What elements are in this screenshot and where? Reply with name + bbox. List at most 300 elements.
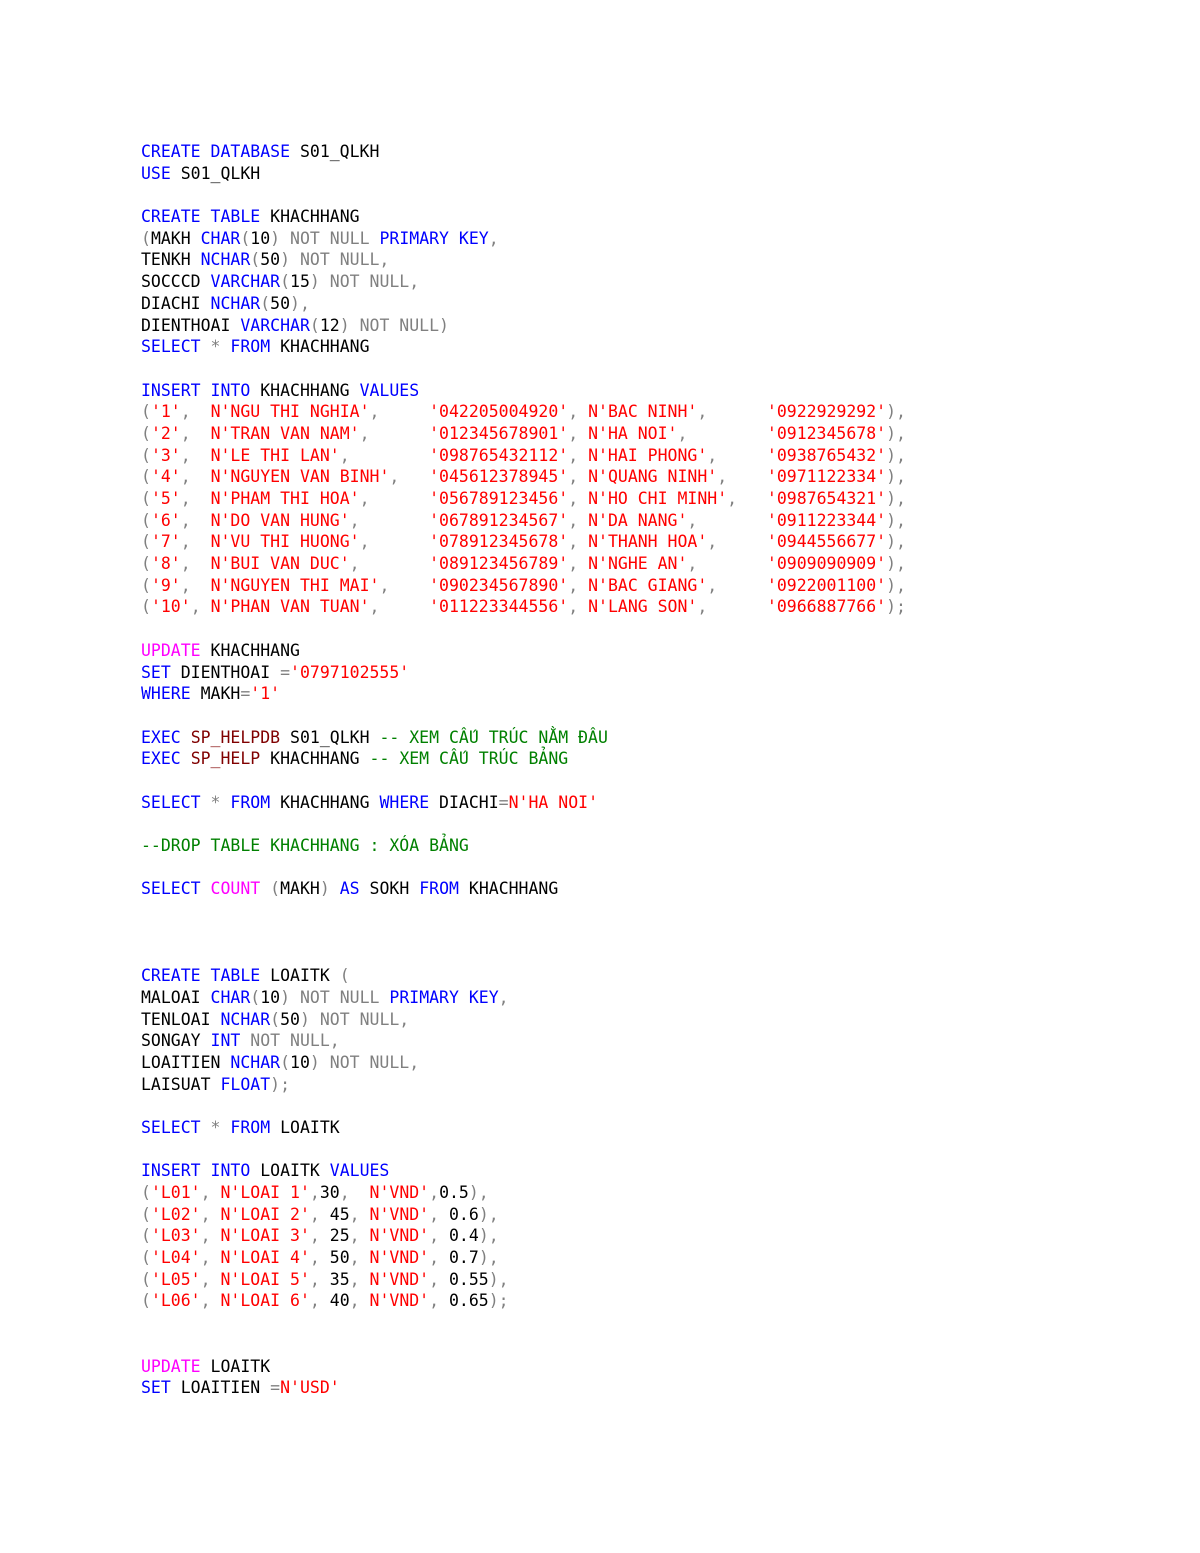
- code-token: NCHAR: [220, 1009, 271, 1029]
- code-token: ,: [200, 1204, 221, 1224]
- code-token: =: [270, 1378, 281, 1398]
- code-token: N'HAI PHONG': [588, 445, 708, 465]
- code-token: SOKH: [359, 879, 420, 899]
- blank-line: [141, 922, 906, 944]
- code-token: ,: [568, 532, 589, 552]
- code-token: S01_QLKH: [290, 142, 380, 161]
- code-token: (: [309, 315, 320, 335]
- code-token: ,: [309, 1269, 330, 1289]
- blank-line: [141, 358, 906, 380]
- code-token: -- XEM CẤU TRÚC NẰM ĐÂU: [379, 727, 608, 747]
- code-token: 12: [319, 315, 340, 335]
- code-token: ),: [290, 293, 310, 313]
- code-token: N'HA NOI': [508, 792, 599, 812]
- code-token: FROM: [230, 337, 271, 357]
- code-token: 25: [329, 1226, 350, 1246]
- code-token: SP_HELP: [190, 749, 261, 769]
- code-line: [141, 336, 906, 358]
- code-token: EXEC: [141, 727, 181, 747]
- code-line: [141, 466, 906, 488]
- code-line: [141, 380, 906, 402]
- code-token: ,: [389, 467, 430, 487]
- code-token: '0922001100': [766, 575, 887, 595]
- code-token: N'BAC GIANG': [588, 575, 708, 595]
- sql-code-document: [141, 141, 906, 1399]
- code-token: ): [319, 879, 340, 899]
- code-token: ,: [568, 467, 589, 487]
- code-token: (: [280, 272, 291, 292]
- blank-line: [141, 1095, 906, 1117]
- code-token: [201, 879, 211, 898]
- code-line: [141, 596, 906, 618]
- code-token: '5': [150, 489, 181, 508]
- code-line: [141, 1356, 906, 1378]
- code-line: [141, 1030, 906, 1052]
- code-token: ,: [180, 532, 211, 552]
- code-token: ),: [886, 532, 906, 552]
- code-token: SOCCCD: [141, 272, 211, 292]
- code-token: '0911223344': [766, 510, 887, 530]
- code-token: KHACHHANG: [260, 749, 370, 769]
- code-token: TENKH: [141, 250, 201, 270]
- code-token: N'USD': [280, 1378, 340, 1398]
- code-token: (: [141, 575, 151, 595]
- code-line: [141, 488, 906, 510]
- code-token: ,: [488, 228, 499, 248]
- code-token: SELECT: [141, 879, 201, 899]
- code-token: *: [200, 792, 231, 812]
- code-token: SET: [141, 1378, 171, 1398]
- code-token: 50: [329, 1248, 350, 1268]
- code-line: [141, 1269, 906, 1291]
- code-token: ,: [200, 1248, 221, 1268]
- code-token: 30: [319, 1183, 340, 1202]
- code-token: '0971122334': [766, 467, 887, 487]
- code-token: N'DO VAN HUNG': [210, 510, 350, 530]
- code-token: CREATE TABLE: [141, 207, 261, 227]
- blank-line: [141, 770, 906, 792]
- code-token: ) NOT NULL,: [309, 1052, 420, 1072]
- code-line: [141, 1182, 906, 1204]
- code-token: N'VND': [369, 1183, 430, 1202]
- code-token: '078912345678': [429, 532, 569, 552]
- code-line: [141, 1009, 906, 1031]
- code-token: 0.65: [449, 1291, 489, 1311]
- code-token: ,: [568, 575, 589, 595]
- code-token: NCHAR: [200, 250, 251, 270]
- code-token: ,: [687, 510, 767, 530]
- code-token: (: [141, 532, 151, 552]
- code-token: (: [141, 1183, 151, 1202]
- code-token: VALUES: [359, 380, 420, 400]
- code-token: N'PHAM THI HOA': [210, 489, 360, 508]
- code-token: '1': [250, 684, 281, 704]
- code-line: [141, 662, 906, 684]
- code-line: [141, 792, 906, 814]
- code-token: S01_QLKH: [280, 727, 380, 747]
- code-token: '9': [150, 575, 181, 595]
- code-token: N'BAC NINH': [588, 402, 698, 422]
- code-token: ) NOT NULL,: [309, 272, 420, 292]
- code-token: N'THANH HOA': [588, 532, 708, 552]
- code-token: ,: [349, 1204, 370, 1224]
- code-token: LOAITIEN: [141, 1052, 231, 1072]
- code-token: ,: [349, 510, 430, 530]
- blank-line: [141, 618, 906, 640]
- code-line: [141, 1160, 906, 1182]
- code-token: '098765432112': [429, 445, 569, 465]
- code-token: WHERE: [141, 684, 191, 704]
- code-token: N'VU THI HUONG': [210, 532, 360, 552]
- code-token: ,: [707, 445, 767, 465]
- code-token: TENLOAI: [141, 1009, 221, 1029]
- code-token: '4': [150, 467, 181, 487]
- code-token: *: [200, 1117, 231, 1137]
- code-token: ,: [568, 423, 589, 443]
- blank-line: [141, 813, 906, 835]
- code-line: [141, 1117, 906, 1139]
- code-token: FLOAT: [220, 1074, 271, 1094]
- code-token: ,: [568, 510, 589, 530]
- code-token: '0987654321': [766, 489, 887, 508]
- code-token: (: [260, 879, 281, 899]
- code-token: DIACHI: [429, 792, 499, 812]
- code-token: '3': [150, 445, 181, 465]
- code-line: [141, 423, 906, 445]
- code-token: LAISUAT: [141, 1074, 221, 1094]
- code-token: NOT NULL,: [240, 1031, 340, 1051]
- code-token: ,: [180, 445, 211, 465]
- code-token: ,: [309, 1204, 330, 1224]
- code-token: 0.5: [439, 1183, 469, 1202]
- code-token: (: [141, 423, 151, 443]
- code-token: *: [200, 337, 231, 357]
- code-line: [141, 1052, 906, 1074]
- code-token: CHAR: [200, 228, 241, 248]
- code-line: [141, 445, 906, 467]
- code-token: DIENTHOAI: [141, 315, 241, 335]
- code-line: [141, 206, 906, 228]
- code-token: ,: [429, 1183, 440, 1202]
- code-token: N'VND': [369, 1269, 430, 1289]
- code-token: EXEC: [141, 749, 181, 769]
- code-token: KHACHHANG: [270, 337, 370, 357]
- code-token: S01_QLKH: [170, 163, 261, 183]
- code-token: ,: [379, 575, 430, 595]
- code-token: 'L02': [150, 1204, 201, 1224]
- code-token: ,: [369, 402, 430, 422]
- code-token: ,: [429, 1291, 449, 1311]
- code-line: [141, 727, 906, 749]
- code-token: LOAITK: [260, 966, 340, 986]
- code-token: MAKH: [190, 684, 241, 704]
- code-token: '056789123456': [429, 489, 569, 508]
- code-token: ,: [429, 1269, 449, 1289]
- code-token: N'LOAI 3': [220, 1226, 310, 1246]
- code-token: ,: [190, 597, 211, 617]
- code-token: '067891234567': [429, 510, 569, 530]
- code-token: ,: [339, 445, 430, 465]
- code-token: LOAITK: [270, 1117, 340, 1137]
- code-token: ),: [886, 467, 906, 487]
- blank-line: [141, 1334, 906, 1356]
- code-line: [141, 553, 906, 575]
- code-token: ,: [200, 1183, 221, 1202]
- blank-line: [141, 900, 906, 922]
- code-token: (: [339, 966, 350, 986]
- code-token: N'LOAI 5': [220, 1269, 310, 1289]
- code-token: CHAR: [210, 987, 251, 1007]
- code-token: ,: [349, 1269, 370, 1289]
- code-token: ),: [886, 575, 906, 595]
- code-token: SET: [141, 662, 171, 682]
- blank-line: [141, 705, 906, 727]
- code-token: ,: [707, 575, 767, 595]
- blank-line: [141, 857, 906, 879]
- code-token: ),: [886, 402, 906, 422]
- code-token: PRIMARY KEY: [389, 987, 499, 1007]
- code-token: ,: [180, 402, 211, 422]
- blank-line: [141, 943, 906, 965]
- code-token: ,: [429, 1204, 449, 1224]
- code-token: 'L05': [150, 1269, 201, 1289]
- code-token: LOAITIEN: [170, 1378, 271, 1398]
- code-token: ),: [488, 1269, 509, 1289]
- code-token: '012345678901': [429, 423, 569, 443]
- code-token: '042205004920': [429, 402, 569, 422]
- code-token: (: [270, 1009, 281, 1029]
- code-token: ,: [200, 1226, 221, 1246]
- code-token: N'LOAI 1': [220, 1183, 310, 1202]
- code-token: '0966887766': [766, 597, 887, 617]
- code-token: INT: [210, 1031, 241, 1051]
- code-token: =: [498, 792, 509, 812]
- code-token: N'VND': [369, 1248, 430, 1268]
- code-token: CREATE DATABASE: [141, 142, 291, 161]
- code-token: MAKH: [280, 879, 320, 899]
- code-token: N'LOAI 6': [220, 1291, 310, 1311]
- code-token: ,: [309, 1183, 320, 1202]
- code-token: ),: [468, 1183, 489, 1202]
- code-token: UPDATE: [141, 640, 201, 660]
- code-token: (: [141, 597, 151, 617]
- code-token: '0938765432': [766, 445, 887, 465]
- code-token: N'BUI VAN DUC': [210, 554, 350, 574]
- code-token: ,: [707, 532, 767, 552]
- code-token: (: [141, 1204, 151, 1224]
- code-token: ,: [309, 1248, 330, 1268]
- code-token: NCHAR: [230, 1052, 281, 1072]
- code-token: ,: [180, 489, 211, 508]
- code-token: ,: [180, 467, 211, 487]
- code-token: 0.4: [449, 1226, 479, 1246]
- code-token: N'HO CHI MINH': [588, 489, 728, 508]
- code-token: ),: [886, 510, 906, 530]
- code-token: N'VND': [369, 1226, 430, 1246]
- code-token: ,: [309, 1291, 330, 1311]
- code-line: [141, 141, 906, 163]
- code-token: ,: [359, 532, 430, 552]
- code-token: '0922929292': [766, 402, 887, 422]
- code-token: 'L03': [150, 1226, 201, 1246]
- code-token: '011223344556': [429, 597, 569, 617]
- code-line: [141, 1204, 906, 1226]
- code-token: '6': [150, 510, 181, 530]
- code-line: [141, 1377, 906, 1399]
- code-token: (: [141, 489, 151, 508]
- code-token: INSERT INTO: [141, 1161, 251, 1181]
- code-token: SONGAY: [141, 1031, 211, 1051]
- code-token: ),: [478, 1204, 499, 1224]
- code-line: [141, 965, 906, 987]
- code-token: ,: [349, 1248, 370, 1268]
- code-token: '0797102555': [290, 662, 410, 682]
- code-line: [141, 228, 906, 250]
- code-token: ,: [429, 1226, 449, 1246]
- code-token: ,: [369, 597, 430, 617]
- code-token: ,: [697, 597, 767, 617]
- code-token: ,: [309, 1226, 330, 1246]
- blank-line: [141, 1139, 906, 1161]
- code-line: [141, 510, 906, 532]
- code-line: [141, 1074, 906, 1096]
- code-token: N'HA NOI': [588, 423, 678, 443]
- code-line: [141, 163, 906, 185]
- code-token: FROM: [230, 1117, 271, 1137]
- code-token: (: [141, 228, 151, 248]
- code-token: (: [141, 1226, 151, 1246]
- code-token: N'VND': [369, 1204, 430, 1224]
- code-line: [141, 1290, 906, 1312]
- code-token: (: [250, 987, 261, 1007]
- code-token: VALUES: [329, 1161, 390, 1181]
- code-token: PRIMARY KEY: [379, 228, 489, 248]
- code-token: --DROP TABLE KHACHHANG : XÓA BẢNG: [141, 836, 469, 855]
- code-token: FROM: [419, 879, 459, 899]
- code-token: ),: [886, 489, 906, 508]
- code-token: N'NGUYEN THI MAI': [210, 575, 380, 595]
- code-token: );: [488, 1291, 509, 1311]
- code-token: KHACHHANG: [200, 640, 300, 660]
- code-token: ,: [717, 467, 767, 487]
- code-token: 'L01': [150, 1183, 201, 1202]
- code-token: (: [280, 1052, 291, 1072]
- code-token: INSERT INTO: [141, 380, 251, 400]
- code-token: '7': [150, 532, 181, 552]
- code-token: 'L04': [150, 1248, 201, 1268]
- code-token: [181, 728, 191, 747]
- code-token: VARCHAR: [210, 272, 281, 292]
- code-token: (: [141, 1269, 151, 1289]
- code-token: MALOAI: [141, 987, 211, 1007]
- blank-line: [141, 1312, 906, 1334]
- code-token: N'TRAN VAN NAM': [210, 423, 360, 443]
- code-token: N'PHAN VAN TUAN': [210, 597, 370, 617]
- code-token: ),: [478, 1226, 499, 1246]
- code-token: USE: [141, 163, 171, 183]
- code-token: ,: [727, 489, 767, 508]
- code-token: '0909090909': [766, 554, 887, 574]
- code-token: CREATE TABLE: [141, 966, 261, 986]
- code-line: [141, 249, 906, 271]
- code-token: DIENTHOAI: [170, 662, 281, 682]
- code-token: 10: [250, 228, 271, 248]
- code-token: LOAITK: [200, 1356, 271, 1376]
- code-token: N'LE THI LAN': [210, 445, 340, 465]
- code-line: [141, 293, 906, 315]
- code-token: 10: [260, 987, 281, 1007]
- code-token: ,: [568, 445, 589, 465]
- code-token: SP_HELPDB: [190, 727, 281, 747]
- code-token: (: [141, 510, 151, 530]
- code-token: (: [240, 228, 251, 248]
- code-line: [141, 1247, 906, 1269]
- code-token: ),: [478, 1248, 499, 1268]
- code-token: ,: [568, 597, 589, 617]
- code-token: ,: [359, 423, 430, 443]
- code-token: ,: [349, 554, 430, 574]
- code-token: N'NGUYEN VAN BINH': [210, 467, 390, 487]
- code-token: ),: [886, 445, 906, 465]
- code-token: WHERE: [379, 792, 430, 812]
- code-token: 10: [290, 1052, 310, 1072]
- code-token: N'LOAI 2': [220, 1204, 310, 1224]
- code-token: DIACHI: [141, 293, 211, 313]
- code-token: KHACHHANG: [250, 380, 360, 400]
- code-token: -- XEM CẤU TRÚC BẢNG: [369, 749, 569, 769]
- code-token: N'LANG SON': [588, 597, 698, 617]
- code-token: N'NGHE AN': [588, 554, 688, 574]
- code-line: [141, 531, 906, 553]
- code-token: ,: [200, 1269, 221, 1289]
- code-token: (: [250, 250, 261, 270]
- code-token: 50: [260, 250, 281, 270]
- code-token: ,: [568, 554, 589, 574]
- code-token: ) NOT NULL): [339, 315, 449, 335]
- code-token: (: [141, 467, 151, 487]
- code-token: N'DA NANG': [588, 510, 688, 530]
- code-token: 0.55: [449, 1269, 489, 1289]
- code-token: '8': [150, 554, 181, 574]
- code-token: (: [260, 293, 271, 313]
- code-line: [141, 575, 906, 597]
- code-token: '2': [150, 423, 181, 443]
- code-token: =: [240, 684, 251, 704]
- code-token: VARCHAR: [240, 315, 310, 335]
- code-token: SELECT: [141, 792, 201, 812]
- code-token: '045612378945': [429, 467, 569, 487]
- code-token: '0912345678': [766, 423, 887, 443]
- code-token: SELECT: [141, 1117, 201, 1137]
- code-line: [141, 683, 906, 705]
- code-token: ) NOT NULL: [280, 987, 390, 1007]
- code-token: 0.6: [449, 1204, 479, 1224]
- code-token: 45: [329, 1204, 350, 1224]
- code-token: ),: [886, 554, 906, 574]
- code-token: ,: [200, 1291, 221, 1311]
- code-token: ) NOT NULL: [270, 228, 380, 248]
- code-line: [141, 835, 906, 857]
- code-token: =: [280, 662, 291, 682]
- code-token: (: [141, 554, 151, 574]
- code-token: );: [886, 597, 906, 617]
- code-token: LOAITK: [250, 1161, 330, 1181]
- code-line: [141, 271, 906, 293]
- code-token: ,: [359, 489, 430, 508]
- code-token: MAKH: [150, 228, 201, 248]
- code-line: [141, 315, 906, 337]
- code-token: ,: [180, 575, 211, 595]
